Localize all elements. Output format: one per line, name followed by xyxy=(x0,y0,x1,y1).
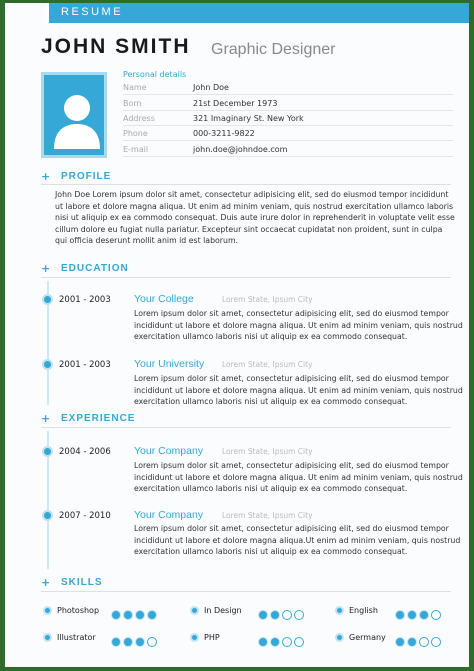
rating-circle-icon xyxy=(258,610,268,620)
skill-rating xyxy=(111,632,159,651)
person-icon xyxy=(52,91,102,151)
timeline-dot xyxy=(42,294,53,305)
timeline-dot xyxy=(42,446,53,457)
skill-dot xyxy=(190,606,199,615)
personal-key: Phone xyxy=(123,129,148,138)
profile-photo xyxy=(41,72,107,158)
rating-circle-icon xyxy=(294,637,304,647)
timeline-dot xyxy=(42,510,53,521)
rating-circle-icon xyxy=(419,637,429,647)
skill-dot xyxy=(43,606,52,615)
personal-value[interactable]: john.doe@johndoe.com xyxy=(193,145,288,154)
skill-dot xyxy=(190,633,199,642)
personal-value: 000-3211-9822 xyxy=(193,129,255,138)
education-org: Your University xyxy=(134,358,205,370)
section-divider xyxy=(41,277,451,278)
skill-rating xyxy=(395,605,443,624)
rating-circle-icon xyxy=(123,637,133,647)
personal-row xyxy=(123,142,453,157)
rating-circle-icon xyxy=(419,610,429,620)
personal-value: 21st December 1973 xyxy=(193,99,278,108)
skill-name: Illustrator xyxy=(57,633,96,642)
profile-heading-text: PROFILE xyxy=(61,171,112,182)
resume-sheet xyxy=(5,3,469,667)
personal-key: Name xyxy=(123,83,147,92)
rating-circle-icon xyxy=(270,610,280,620)
skill-name: PHP xyxy=(204,633,220,642)
banner-notch xyxy=(45,3,49,23)
experience-years: 2007 - 2010 xyxy=(59,511,111,521)
personal-details-title: Personal details xyxy=(123,70,187,79)
education-desc: Lorem ipsum dolor sit amet, consectetur adipisicing elit, sed do eiusmod tempor incididunt ut labore et dolore magna aliqua. Ut enim ad minim veniam, quis nostrud exercitation ullamco laboris nisi ut aliquip ex ea commodo consequat. xyxy=(134,309,463,342)
skill-rating xyxy=(395,632,443,651)
rating-circle-icon xyxy=(147,637,157,647)
skill-rating xyxy=(258,632,306,651)
personal-row xyxy=(123,126,453,141)
skill-name: In Design xyxy=(204,606,242,615)
profile-text: John Doe Lorem ipsum dolor sit amet, consectetur adipisicing elit, sed do eiusmod tempor incididunt ut labore et dolore magna aliqua. Ut enim ad minim veniam, quis nostrud exercitation ullamco laboris nisi ut aliquip ex ea commodo consequat. Duis aute irure dolor in reprehenderit in voluptate velit esse cillum dolore eu fugiat nulla pariatur. Excepteur sint occaecat cupidatat non proident, sunt in culpa qui officia deserunt mollit anim id est laborum. xyxy=(55,190,455,246)
skill-name: Germany xyxy=(349,633,386,642)
personal-row xyxy=(123,80,453,95)
candidate-name: JOHN SMITH xyxy=(41,35,191,58)
education-heading-text: EDUCATION xyxy=(61,263,129,274)
section-divider xyxy=(41,427,451,428)
education-years: 2001 - 2003 xyxy=(59,360,111,370)
skill-name: Photoshop xyxy=(57,606,100,615)
skills-heading-text: SKILLS xyxy=(61,577,103,588)
rating-circle-icon xyxy=(111,610,121,620)
skill-dot xyxy=(43,633,52,642)
personal-key: E-mail xyxy=(123,145,149,154)
banner-label: RESUME xyxy=(61,6,124,18)
plus-icon: + xyxy=(41,170,51,183)
education-org: Your College xyxy=(134,293,194,305)
personal-row xyxy=(123,111,453,126)
education-years: 2001 - 2003 xyxy=(59,295,111,305)
rating-circle-icon xyxy=(282,637,292,647)
personal-value: 321 Imaginary St. New York xyxy=(193,114,304,123)
rating-circle-icon xyxy=(395,637,405,647)
education-desc: Lorem ipsum dolor sit amet, consectetur adipisicing elit, sed do eiusmod tempor incididunt ut labore et dolore magna aliqua. Ut enim ad minim veniam, quis nostrud exercitation ullamco laboris nisi ut aliquip ex ea commodo consequat. xyxy=(134,374,463,407)
skill-rating xyxy=(258,605,306,624)
experience-org: Your Company xyxy=(134,509,204,521)
education-location: Lorem State, Ipsum City xyxy=(222,295,313,304)
experience-desc: Lorem ipsum dolor sit amet, consectetur adipisicing elit, sed do eiusmod tempor incididunt ut labore et dolore magna aliqua. Ut enim ad minim veniam, quis nostrud exercitation ullamco laboris nisi ut aliquip ex ea commodo consequat. xyxy=(134,461,463,494)
timeline-dot xyxy=(42,359,53,370)
rating-circle-icon xyxy=(431,610,441,620)
rating-circle-icon xyxy=(431,637,441,647)
experience-location: Lorem State, Ipsum City xyxy=(222,447,313,456)
rating-circle-icon xyxy=(147,610,157,620)
rating-circle-icon xyxy=(123,610,133,620)
rating-circle-icon xyxy=(111,637,121,647)
rating-circle-icon xyxy=(282,610,292,620)
skill-dot xyxy=(335,633,344,642)
section-divider xyxy=(41,591,451,592)
personal-value: John Doe xyxy=(193,83,229,92)
experience-location: Lorem State, Ipsum City xyxy=(222,511,313,520)
rating-circle-icon xyxy=(407,610,417,620)
rating-circle-icon xyxy=(270,637,280,647)
skill-name: English xyxy=(349,606,378,615)
section-divider xyxy=(41,184,451,185)
rating-circle-icon xyxy=(407,637,417,647)
personal-key: Address xyxy=(123,114,155,123)
experience-years: 2004 - 2006 xyxy=(59,447,111,457)
rating-circle-icon xyxy=(395,610,405,620)
rating-circle-icon xyxy=(294,610,304,620)
plus-icon: + xyxy=(41,412,51,425)
personal-row xyxy=(123,96,453,111)
experience-org: Your Company xyxy=(134,445,204,457)
experience-desc: Lorem ipsum dolor sit amet, consectetur adipisicing elit, sed do eiusmod tempor incididunt ut labore et dolore magna aliqua.Ut enim ad minim veniam, quis nostrud exercitation ullamco laboris nisi ut aliquip ex ea commodo consequat. xyxy=(134,524,461,557)
skill-rating xyxy=(111,605,159,624)
experience-heading-text: EXPERIENCE xyxy=(61,413,136,424)
rating-circle-icon xyxy=(258,637,268,647)
plus-icon: + xyxy=(41,576,51,589)
candidate-role: Graphic Designer xyxy=(211,41,336,58)
personal-key: Born xyxy=(123,99,142,108)
rating-circle-icon xyxy=(135,637,145,647)
skill-dot xyxy=(335,606,344,615)
rating-circle-icon xyxy=(135,610,145,620)
education-location: Lorem State, Ipsum City xyxy=(222,360,313,369)
resume-banner xyxy=(45,3,469,23)
plus-icon: + xyxy=(41,262,51,275)
